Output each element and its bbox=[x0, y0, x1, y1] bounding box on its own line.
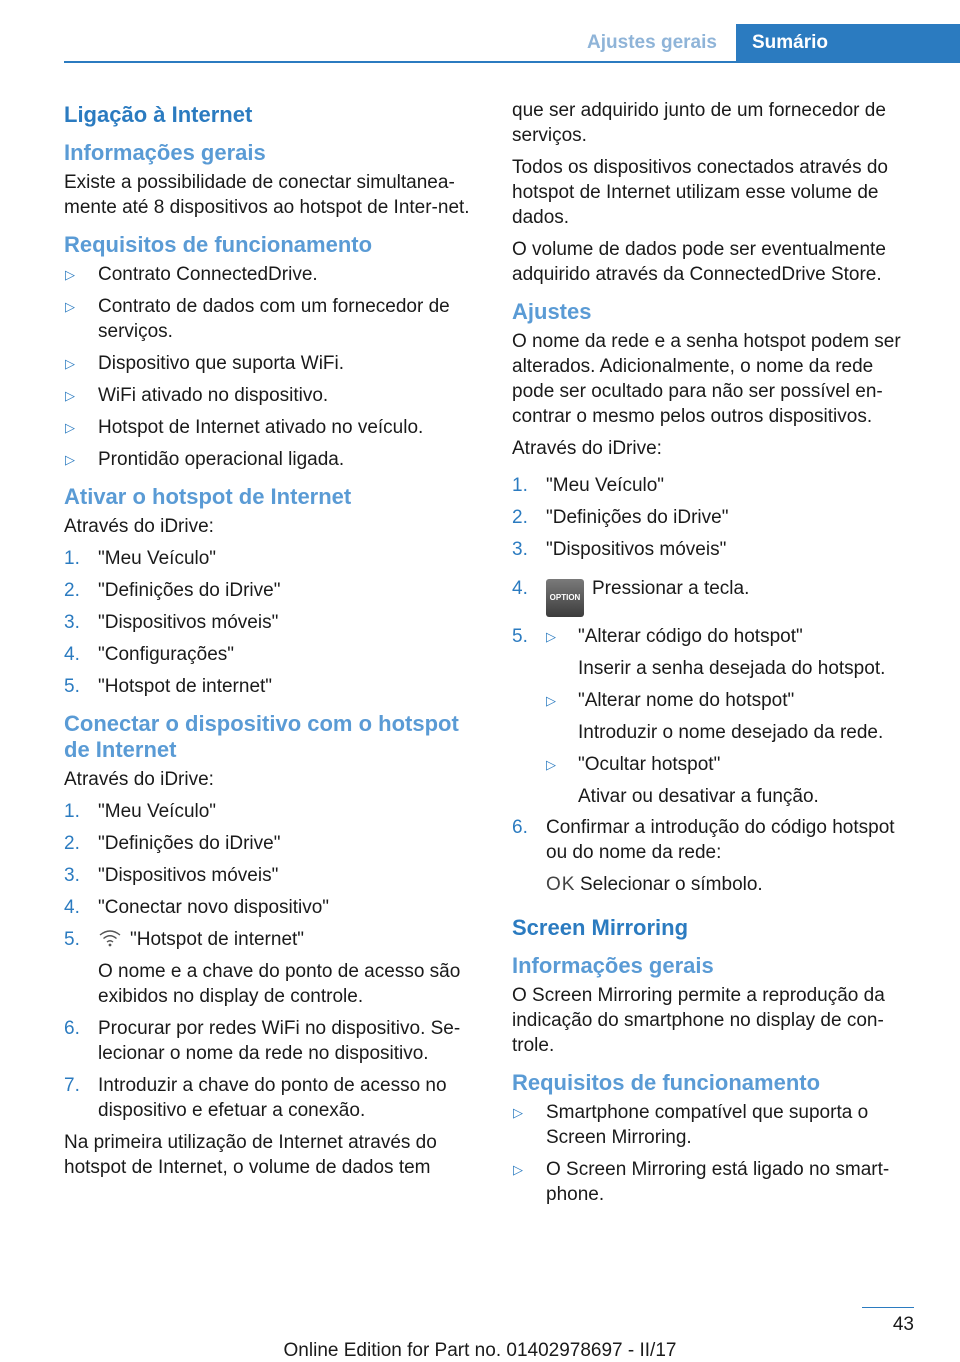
step-item bbox=[64, 799, 478, 824]
right-column bbox=[512, 98, 920, 1217]
option-label: "Alterar código do hotspot" bbox=[578, 626, 803, 647]
step-text: "Meu Veículo" bbox=[98, 548, 217, 569]
step-number: 6. bbox=[64, 1018, 80, 1039]
step-item bbox=[64, 927, 478, 1009]
general-heading: Informações gerais bbox=[64, 140, 266, 165]
step-number: 4. bbox=[64, 644, 80, 665]
activate-heading: Ativar o hotspot de Internet bbox=[64, 484, 352, 509]
store-text: O volume de dados pode ser eventualmente adquirido através da ConnectedDrive Store. bbox=[512, 239, 886, 285]
step-item bbox=[512, 815, 920, 897]
step-item bbox=[64, 863, 478, 888]
step-number: 4. bbox=[512, 578, 528, 599]
triangle-icon: ▷ bbox=[65, 420, 75, 435]
via-idrive-text: Através do iDrive: bbox=[64, 769, 214, 790]
list-item bbox=[512, 1100, 920, 1150]
list-item bbox=[64, 351, 478, 376]
step-text: "Hotspot de internet" bbox=[130, 929, 305, 950]
step-item bbox=[64, 578, 478, 603]
list-item-text: Hotspot de Internet ativado no veículo. bbox=[98, 417, 424, 438]
option-note: Ativar ou desativar a função. bbox=[578, 786, 819, 807]
general-text: Existe a possibilidade de conectar simultanea-mente até 8 dispositivos ao hotspot de Inter-net. bbox=[64, 172, 470, 218]
header-tab-section[interactable]: Ajustes gerais bbox=[587, 31, 717, 53]
footer-rule bbox=[862, 1307, 914, 1308]
triangle-icon: ▷ bbox=[513, 1162, 523, 1177]
triangle-icon: ▷ bbox=[546, 693, 556, 708]
step-number: 2. bbox=[64, 833, 80, 854]
step-number: 2. bbox=[512, 507, 528, 528]
list-item bbox=[64, 294, 478, 344]
triangle-icon: ▷ bbox=[65, 299, 75, 314]
step-text: Procurar por redes WiFi no dispositivo. Se-lecionar o nome da rede no dispositivo. bbox=[98, 1018, 461, 1064]
list-item-text: WiFi ativado no dispositivo. bbox=[98, 385, 329, 406]
left-column bbox=[64, 98, 478, 1187]
step-text: Introduzir a chave do ponto de acesso no dispositivo e efetuar a conexão. bbox=[98, 1075, 447, 1121]
step-number: 1. bbox=[64, 548, 80, 569]
via-idrive-text: Através do iDrive: bbox=[64, 516, 214, 537]
step-number: 5. bbox=[64, 929, 80, 950]
list-item bbox=[64, 447, 478, 472]
step-text: "Definições do iDrive" bbox=[98, 580, 281, 601]
step-number: 6. bbox=[512, 817, 528, 838]
step-text: "Meu Veículo" bbox=[546, 475, 665, 496]
step-text: "Definições do iDrive" bbox=[546, 507, 729, 528]
list-item bbox=[64, 262, 478, 287]
list-item-text: Contrato de dados com um fornecedor de serviços. bbox=[98, 296, 450, 342]
settings-text: O nome da rede e a senha hotspot podem ser alterados. Adicionalmente, o nome da rede pode ser ocultado para não ser possível en-contrar o mesmo pelos outros dispositivos. bbox=[512, 331, 901, 427]
list-item bbox=[64, 415, 478, 440]
list-item bbox=[512, 1157, 920, 1207]
triangle-icon: ▷ bbox=[546, 757, 556, 772]
option-item bbox=[546, 688, 920, 745]
step5-options bbox=[546, 624, 920, 809]
step-number: 7. bbox=[64, 1075, 80, 1096]
step-text: "Definições do iDrive" bbox=[98, 833, 281, 854]
mirroring-req-list bbox=[512, 1100, 920, 1207]
step-text: "Conectar novo dispositivo" bbox=[98, 897, 330, 918]
option-note: Introduzir o nome desejado da rede. bbox=[578, 722, 884, 743]
option-item bbox=[546, 752, 920, 809]
option-note: Inserir a senha desejada do hotspot. bbox=[578, 658, 886, 679]
step-number: 2. bbox=[64, 580, 80, 601]
requirements-heading: Requisitos de funcionamento bbox=[64, 232, 373, 257]
triangle-icon: ▷ bbox=[546, 629, 556, 644]
section-title: Ligação à Internet bbox=[64, 102, 253, 127]
devices-text: Todos os dispositivos conectados através do hotspot de Internet utilizam esse volume de dados. bbox=[512, 157, 888, 228]
step-item bbox=[512, 624, 920, 809]
step-item bbox=[512, 473, 920, 498]
step-text: Confirmar a introdução do código hotspot ou do nome da rede: bbox=[546, 817, 895, 863]
step-number: 3. bbox=[512, 539, 528, 560]
settings-steps bbox=[512, 473, 920, 897]
step-text: "Hotspot de internet" bbox=[98, 676, 273, 697]
footer-edition: Online Edition for Part no. 01402978697 - II/17 bbox=[283, 1340, 677, 1361]
mirroring-title: Screen Mirroring bbox=[512, 915, 689, 940]
closing-text: Na primeira utilização de Internet através do hotspot de Internet, o volume de dados tem bbox=[64, 1132, 437, 1178]
option-label: "Alterar nome do hotspot" bbox=[578, 690, 795, 711]
step-note bbox=[546, 872, 920, 897]
list-item bbox=[64, 383, 478, 408]
header-tab-summary[interactable]: Sumário bbox=[736, 24, 960, 62]
step-number: 3. bbox=[64, 865, 80, 886]
option-item bbox=[546, 624, 920, 681]
mirroring-general-text: O Screen Mirroring permite a reprodução da indicação do smartphone no display de con-trole. bbox=[512, 985, 885, 1056]
header-rule bbox=[64, 61, 960, 63]
activate-steps bbox=[64, 546, 478, 699]
option-label: "Ocultar hotspot" bbox=[578, 754, 721, 775]
step-item bbox=[64, 1073, 478, 1123]
triangle-icon: ▷ bbox=[65, 452, 75, 467]
step-item bbox=[64, 1016, 478, 1066]
triangle-icon: ▷ bbox=[65, 356, 75, 371]
step-note: O nome e a chave do ponto de acesso são exibidos no display de controle. bbox=[98, 961, 461, 1007]
step-note-text: Selecionar o símbolo. bbox=[580, 874, 763, 895]
step-text: "Dispositivos móveis" bbox=[98, 865, 279, 886]
mirroring-general-heading: Informações gerais bbox=[512, 953, 714, 978]
triangle-icon: ▷ bbox=[513, 1105, 523, 1120]
continued-text: que ser adquirido junto de um fornecedor de serviços. bbox=[512, 100, 886, 146]
page-number: 43 bbox=[892, 1314, 914, 1335]
step-number: 5. bbox=[64, 676, 80, 697]
step-item bbox=[512, 505, 920, 530]
option-key-icon: OPTION bbox=[546, 579, 584, 617]
settings-heading: Ajustes bbox=[512, 299, 592, 324]
step-item bbox=[64, 831, 478, 856]
list-item-text: Prontidão operacional ligada. bbox=[98, 449, 345, 470]
connect-steps bbox=[64, 799, 478, 1123]
list-item-text: Dispositivo que suporta WiFi. bbox=[98, 353, 345, 374]
step-item bbox=[512, 537, 920, 562]
step-text: "Dispositivos móveis" bbox=[546, 539, 727, 560]
step-item bbox=[64, 895, 478, 920]
step-number: 4. bbox=[64, 897, 80, 918]
step-number: 3. bbox=[64, 612, 80, 633]
step-number: 5. bbox=[512, 626, 528, 647]
step-text: "Dispositivos móveis" bbox=[98, 612, 279, 633]
triangle-icon: ▷ bbox=[65, 267, 75, 282]
step-number: 1. bbox=[512, 475, 528, 496]
step-text: Pressionar a tecla. bbox=[592, 578, 750, 599]
list-item-text: O Screen Mirroring está ligado no smart-phone. bbox=[546, 1159, 890, 1205]
wifi-icon bbox=[98, 929, 122, 947]
step-item bbox=[64, 546, 478, 571]
requirements-list bbox=[64, 262, 478, 472]
list-item-text: Smartphone compatível que suporta o Screen Mirroring. bbox=[546, 1102, 869, 1148]
ok-icon: OK bbox=[546, 874, 576, 895]
step-item bbox=[512, 576, 920, 617]
step-number: 1. bbox=[64, 801, 80, 822]
list-item-text: Contrato ConnectedDrive. bbox=[98, 264, 318, 285]
mirroring-req-heading: Requisitos de funcionamento bbox=[512, 1070, 821, 1095]
step-item bbox=[64, 610, 478, 635]
step-item bbox=[64, 674, 478, 699]
step-text: "Meu Veículo" bbox=[98, 801, 217, 822]
connect-heading: Conectar o dispositivo com o hotspot de Internet bbox=[64, 711, 459, 762]
via-idrive-text: Através do iDrive: bbox=[512, 438, 662, 459]
step-item bbox=[64, 642, 478, 667]
triangle-icon: ▷ bbox=[65, 388, 75, 403]
step-text: "Configurações" bbox=[98, 644, 235, 665]
